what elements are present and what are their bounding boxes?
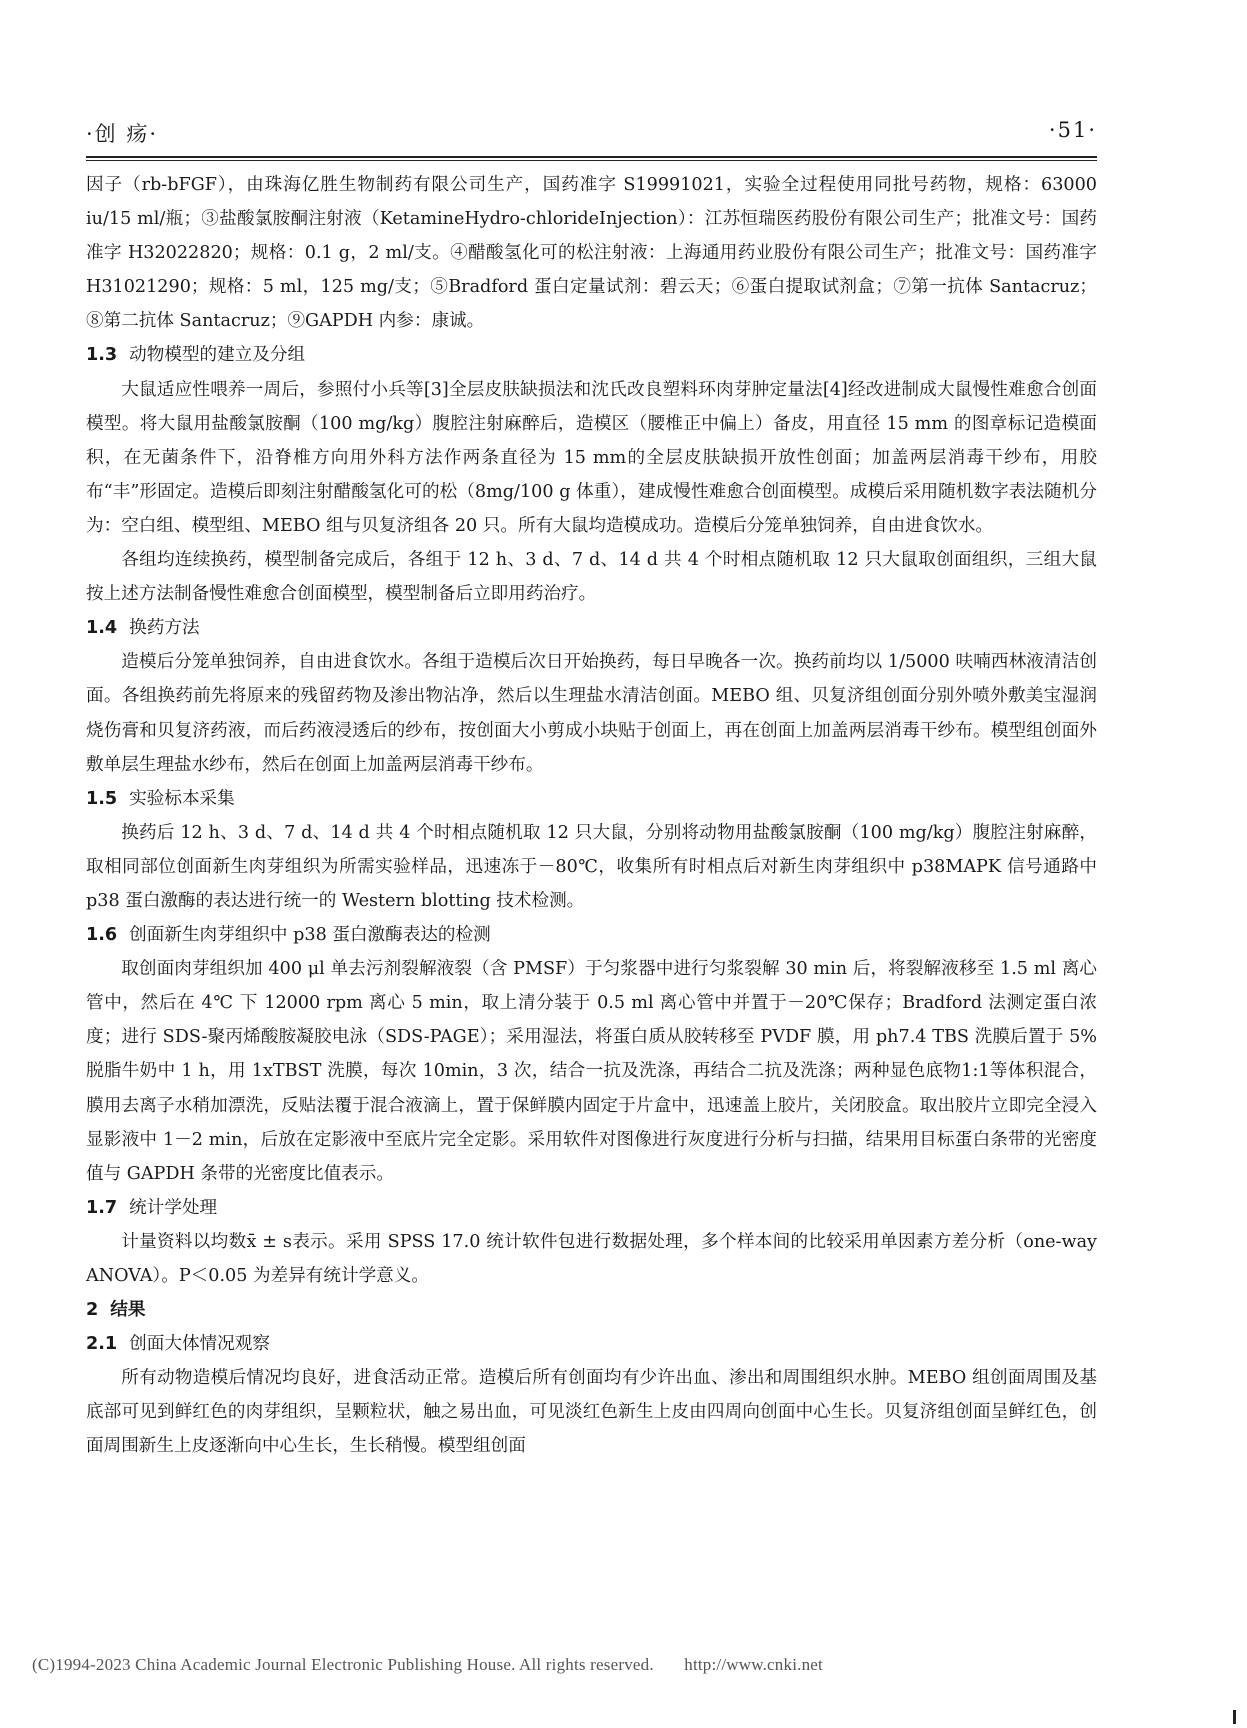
section-heading <box>86 1293 1097 1327</box>
copyright-footer <box>32 1655 823 1675</box>
page-number: ·51· <box>1048 118 1097 142</box>
paragraph: 各组均连续换药，模型制备完成后，各组于 12 h、3 d、7 d、14 d 共 4 个时相点随机取 12 只大鼠取创面组织，三组大鼠按上述方法制备慢性难愈合创面模型，模型制备后立即用药治疗。 <box>86 550 1097 605</box>
section-number: 1.6 <box>86 925 118 946</box>
paragraph: 取创面肉芽组织加 400 μl 单去污剂裂解液裂（含 PMSF）于匀浆器中进行匀浆裂解 30 min 后，将裂解液移至 1.5 ml 离心管中，然后在 4℃ 下 12000 rpm 离心 5 min，取上清分装于 0.5 ml 离心管中并置于－20℃保存；Bradford 法测定蛋白浓度；进行 SDS-聚丙烯酸胺凝胶电泳（SDS-PAGE）；采用湿法，将蛋白质从胶转移至 PVDF 膜，用 ph7.4 TBS 洗膜后置于 5% 脱脂牛奶中 1 h，用 1xTBST 洗膜，每次 10min，3 次，结合一抗及洗涤，再结合二抗及洗涤；两种显色底物1:1等体积混合，膜用去离子水稍加漂洗，反贴法覆于混合液滴上，置于保鲜膜内固定于片盒中，迅速盖上胶片，关闭胶盒。取出胶片立即完全浸入显影液中 1－2 min，后放在定影液中至底片完全定影。采用软件对图像进行灰度进行分析与扫描，结果用目标蛋白条带的光密度值与 GAPDH 条带的光密度比值表示。 <box>86 959 1097 1184</box>
journal-name: ·创 疡· <box>86 122 159 146</box>
section-heading <box>86 1327 1097 1361</box>
page-edge-mark <box>1233 1710 1236 1724</box>
section-heading <box>86 338 1097 372</box>
running-head <box>86 118 1097 148</box>
section-heading <box>86 918 1097 952</box>
section-title: 创面新生肉芽组织中 p38 蛋白激酶表达的检测 <box>129 925 491 946</box>
article-body <box>86 168 1097 1464</box>
paragraph: 所有动物造模后情况均良好，进食活动正常。造模后所有创面均有少许出血、渗出和周围组织水肿。MEBO 组创面周围及基底部可见到鲜红色的肉芽组织，呈颗粒状，触之易出血，可见淡红色新生上皮由四周向创面中心生长。贝复济组创面呈鲜红色，创面周围新生上皮逐渐向中心生长，生长稍慢。模型组创面 <box>86 1368 1097 1457</box>
header-rule-thin <box>86 160 1097 161</box>
paragraph: 计量资料以均数x̄ ± s表示。采用 SPSS 17.0 统计软件包进行数据处理，多个样本间的比较采用单因素方差分析（one-way ANOVA）。P＜0.05 为差异有统计学意义。 <box>86 1231 1097 1286</box>
section-heading <box>86 611 1097 645</box>
section-title: 实验标本采集 <box>129 788 235 809</box>
section-title: 换药方法 <box>129 618 200 639</box>
section-title: 统计学处理 <box>129 1197 218 1218</box>
section-title: 结果 <box>110 1299 146 1321</box>
section-number: 2 <box>86 1300 99 1321</box>
paragraph: 大鼠适应性喂养一周后，参照付小兵等[3]全层皮肤缺损法和沈氏改良塑料环肉芽肿定量法[4]经改进制成大鼠慢性难愈合创面模型。将大鼠用盐酸氯胺酮（100 mg/kg）腹腔注射麻醉后，造模区（腰椎正中偏上）备皮，用直径 15 mm 的图章标记造模面积，在无菌条件下，沿脊椎方向用外科方法作两条直径为 15 mm的全层皮肤缺损开放性创面；加盖两层消毒干纱布，用胶布“丰”形固定。造模后即刻注射醋酸氢化可的松（8mg/100 g 体重），建成慢性难愈合创面模型。成模后采用随机数字表法随机分为：空白组、模型组、MEBO 组与贝复济组各 20 只。所有大鼠均造模成功。造模后分笼单独饲养，自由进食饮水。 <box>86 379 1097 536</box>
section-number: 1.5 <box>86 788 118 809</box>
section-number: 2.1 <box>86 1334 118 1355</box>
footer-link[interactable]: http://www.cnki.net <box>684 1655 823 1674</box>
section-number: 1.4 <box>86 618 118 639</box>
section-heading <box>86 782 1097 816</box>
section-number: 1.3 <box>86 345 118 366</box>
paragraph: 造模后分笼单独饲养，自由进食饮水。各组于造模后次日开始换药，每日早晚各一次。换药前均以 1/5000 呋喃西林液清洁创面。各组换药前先将原来的残留药物及渗出物沾净，然后以生理盐水清洁创面。MEBO 组、贝复济组创面分别外喷外敷美宝湿润烧伤膏和贝复济药液，而后药液浸透后的纱布，按创面大小剪成小块贴于创面上，再在创面上加盖两层消毒干纱布。模型组创面外敷单层生理盐水纱布，然后在创面上加盖两层消毒干纱布。 <box>86 652 1097 775</box>
header-rule <box>86 156 1097 158</box>
section-title: 创面大体情况观察 <box>129 1334 270 1355</box>
copyright-text: (C)1994-2023 China Academic Journal Electronic Publishing House. All rights reserved. <box>32 1655 654 1674</box>
section-number: 1.7 <box>86 1197 118 1218</box>
paragraph: 因子（rb-bFGF），由珠海亿胜生物制药有限公司生产，国药准字 S19991021，实验全过程使用同批号药物，规格：63000 iu/15 ml/瓶；③盐酸氯胺酮注射液（KetamineHydro-chlorideInjection）：江苏恒瑞医药股份有限公司生产；批准文号：国药准字 H32022820；规格：0.1 g，2 ml/支。④醋酸氢化可的松注射液：上海通用药业股份有限公司生产；批准文号：国药准字 H31021290；规格：5 ml，125 mg/支；⑤Bradford 蛋白定量试剂：碧云天；⑥蛋白提取试剂盒；⑦第一抗体 Santacruz；⑧第二抗体 Santacruz；⑨GAPDH 内参：康诚。 <box>86 175 1097 332</box>
section-title: 动物模型的建立及分组 <box>129 345 306 366</box>
section-heading <box>86 1191 1097 1225</box>
paragraph: 换药后 12 h、3 d、7 d、14 d 共 4 个时相点随机取 12 只大鼠，分别将动物用盐酸氯胺酮（100 mg/kg）腹腔注射麻醉，取相同部位创面新生肉芽组织为所需实验样品，迅速冻于－80℃，收集所有时相点后对新生肉芽组织中 p38MAPK 信号通路中 p38 蛋白激酶的表达进行统一的 Western blotting 技术检测。 <box>86 822 1097 911</box>
